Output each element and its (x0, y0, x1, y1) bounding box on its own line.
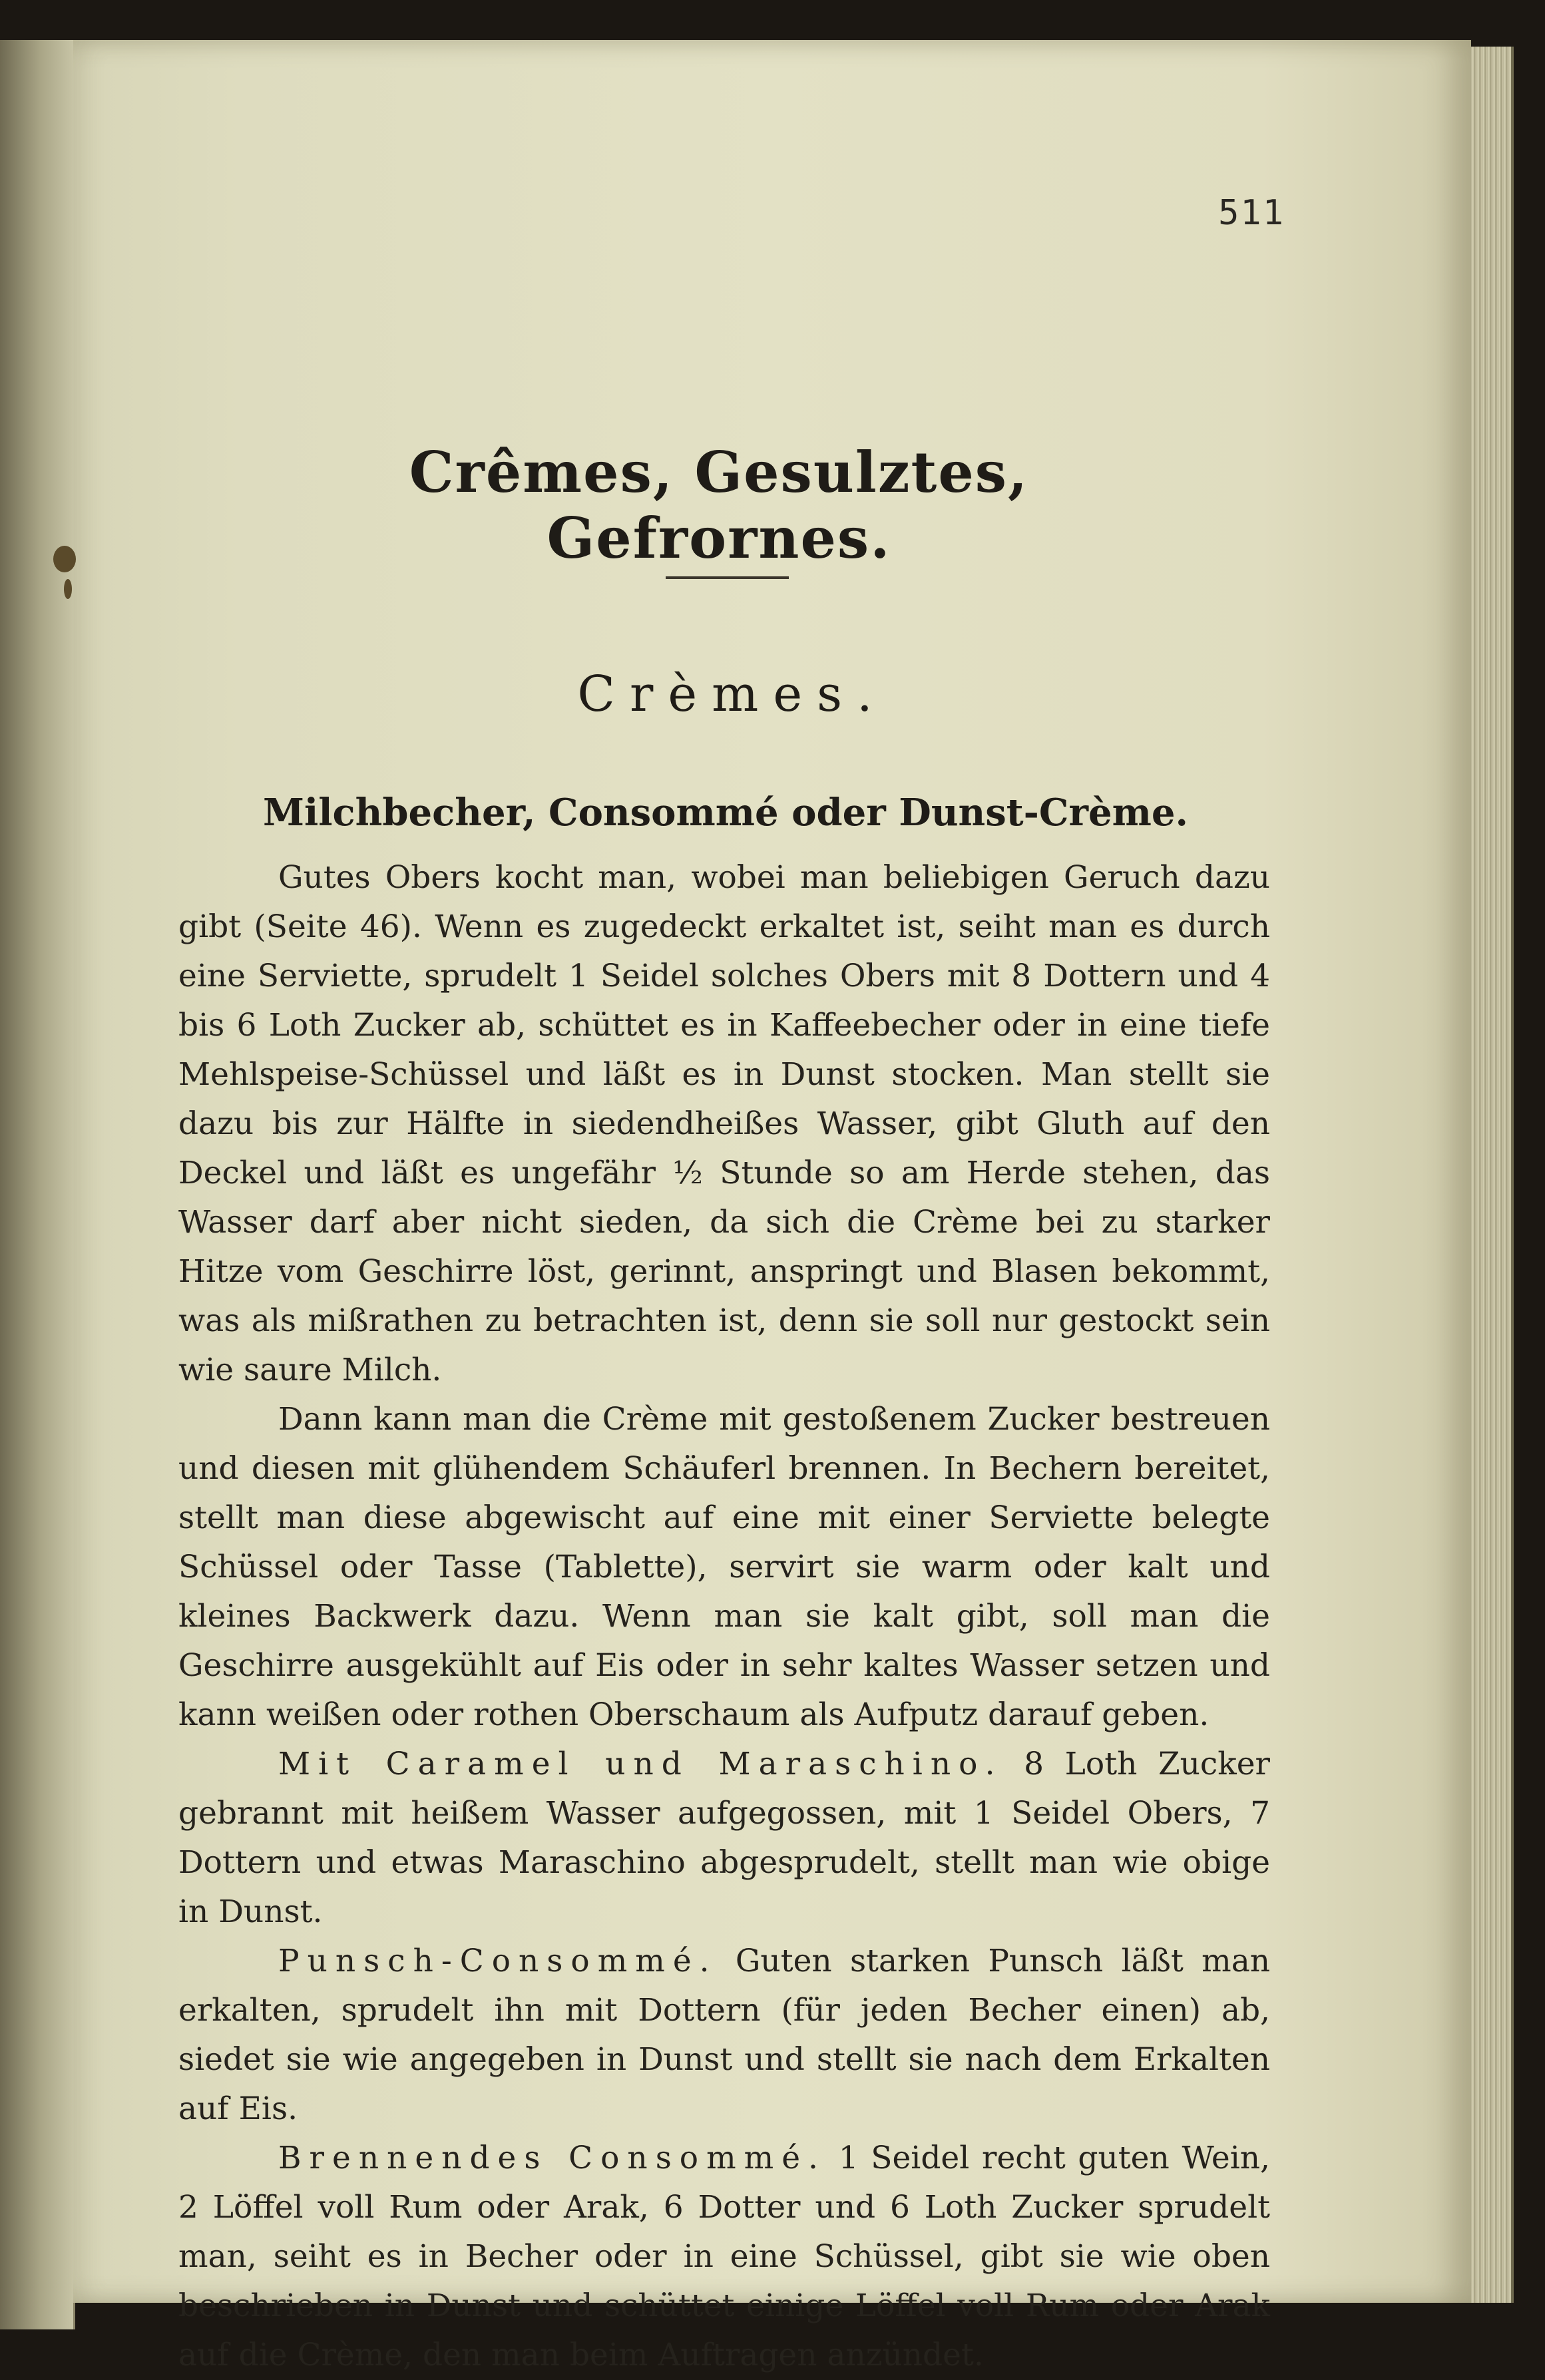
paragraph-text: Gutes Obers kocht man, wobei man beliebigen Geruch dazu gibt (Seite 46). Wenn es zugedeckt erkaltet ist, seiht man es durch eine Serviette, sprudelt 1 Seidel solches Obers mit 8 Dottern und 4 bis 6 Loth Zucker ab, schüttet es in Kaffeebecher oder in eine tiefe Mehlspeise-Schüssel und läßt es in Dunst stocken. Man stellt sie dazu bis zur Hälfte in siedendheißes Wasser, gibt Gluth auf den Deckel und läßt es ungefähr ½ Stunde so am Herde stehen, das Wasser darf aber nicht sieden, da sich die Crème bei zu starker Hitze vom Geschirre löst, gerinnt, anspringt und Blasen bekommt, was als mißrathen zu betrachten ist, denn sie soll nur gestockt sein wie saure Milch. (178, 859, 1270, 1388)
paragraph-text: 1 Seidel recht guten Wein, 2 Löffel voll Rum oder Arak, 6 Dotter und 6 Loth Zucker sprudelt man, seiht es in Becher oder in eine Schüssel, gibt sie wie oben beschrieben in Dunst und schüttet einige Löffel voll Rum oder Arak auf die Crème, den man beim Auftragen anzündet. (178, 2140, 1270, 2373)
paragraph (178, 1937, 1270, 2134)
paragraph (178, 853, 1270, 1395)
section-heading: Crèmes. (577, 666, 887, 723)
title-divider (666, 576, 789, 579)
paragraph (178, 1395, 1270, 1740)
paragraph-text: Dann kann man die Crème mit gestoßenem Zucker bestreuen und diesen mit glühendem Schäuferl brennen. In Bechern bereitet, stellt man diese abgewischt auf eine mit einer Serviette belegte Schüssel oder Tasse (Tablette), servirt sie warm oder kalt und kleines Backwerk dazu. Wenn man sie kalt gibt, soll man die Geschirre ausgekühlt auf Eis oder in sehr kaltes Wasser setzen und kann weißen oder rothen Oberschaum als Aufputz darauf geben. (178, 1401, 1270, 1733)
paragraph-lead: Brennendes Consommé. (278, 2140, 826, 2176)
page-number: 511 (1218, 193, 1285, 233)
paragraph (178, 2134, 1270, 2380)
paragraph (178, 1740, 1270, 1937)
paragraph-text: Guten starken Punsch läßt man erkalten, sprudelt ihn mit Dottern (für jeden Becher einen) ab, siedet sie wie angegeben in Dunst und stellt sie nach dem Erkalten auf Eis. (178, 1943, 1270, 2127)
page-stack-edges (1471, 47, 1514, 2303)
body-text (178, 853, 1270, 2380)
paragraph-text: 8 Loth Zucker gebrannt mit heißem Wasser aufgegossen, mit 1 Seidel Obers, 7 Dottern und etwas Maraschino abgesprudelt, stellt man wie obige in Dunst. (178, 1746, 1270, 1930)
paper-speck (53, 546, 76, 572)
paragraph-lead: Mit Caramel und Maraschino. (278, 1746, 1003, 1782)
chapter-title: Crêmes, Gesulztes, Gefrornes. (409, 439, 1029, 571)
paragraph-lead: Punsch-Consommé. (278, 1943, 718, 1979)
facing-page-edge (0, 40, 75, 2329)
recipe-heading: Milchbecher, Consommé oder Dunst-Crème. (263, 791, 1188, 835)
paper-speck (64, 579, 72, 599)
